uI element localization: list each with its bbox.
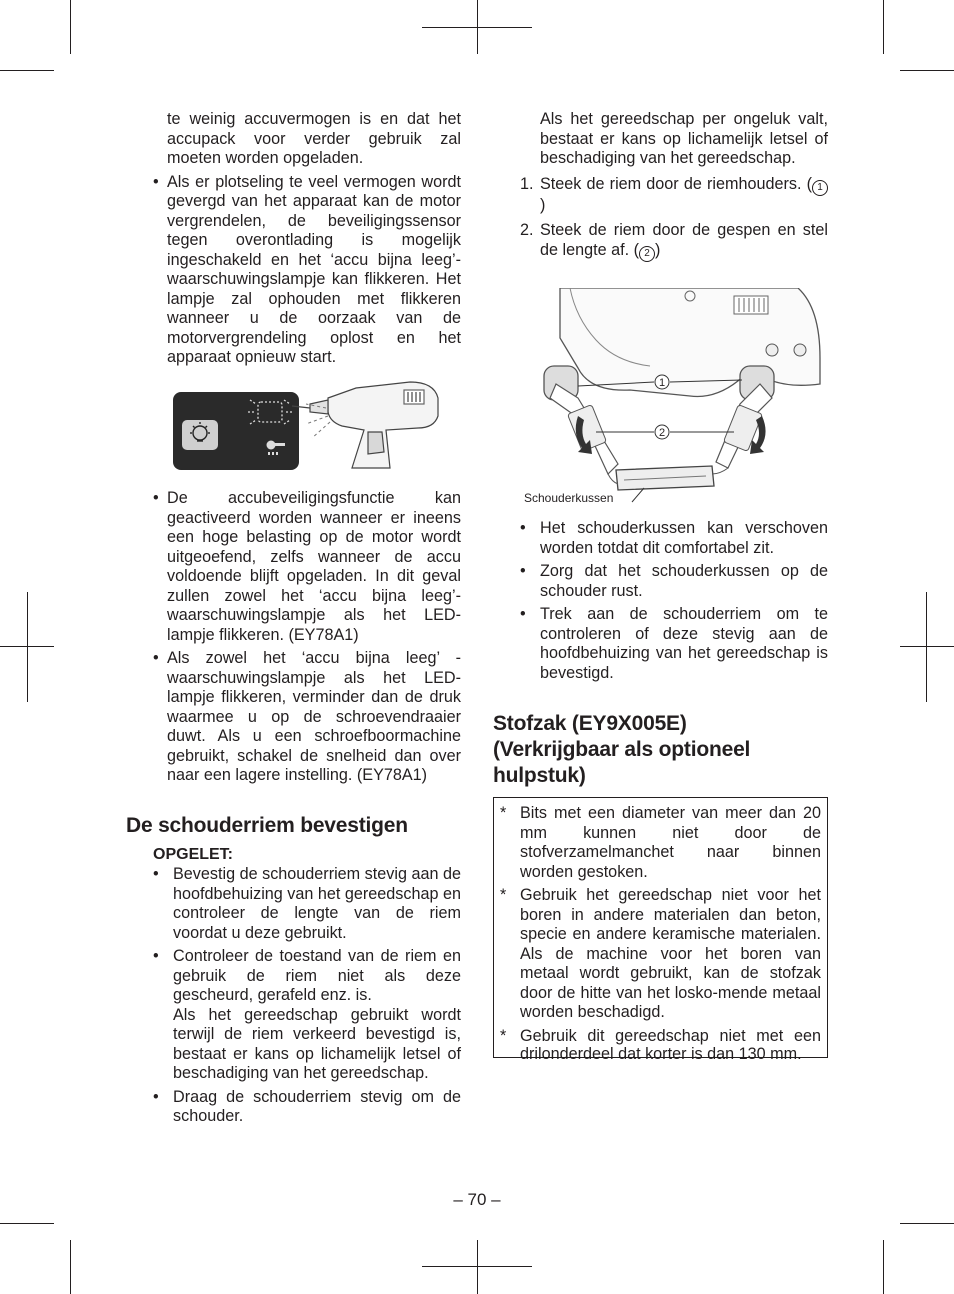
tool-body [560, 288, 820, 397]
section-heading-dust-bag [493, 711, 833, 789]
list-item-text: Als zowel het ‘accu bijna leeg’ -waarschuwingslampje als het LED-lampje flikkeren, verminder dan de druk waarmee u op de schroevendraaier duwt. Als u een schroefboormachine gebruikt, schakel de snelheid dan over naar een lagere instelling. (EY78A1) [167, 649, 461, 784]
pad-leader-line [632, 488, 644, 502]
step-item [514, 221, 828, 262]
bullet: • [520, 562, 526, 580]
step-number: 2. [520, 221, 534, 239]
crop-mark [926, 592, 927, 702]
caution-item-extra: Als het gereedschap gebruikt wordt terwijl de riem verkeerd bevestigd is, bestaat er kans op lichamelijk letsel of beschadiging van het gereedschap. [173, 1005, 461, 1082]
step-text: Steek de riem door de riemhouders. ( [540, 174, 812, 193]
caution-item [153, 1088, 461, 1127]
note-mark: * [500, 886, 507, 904]
bullet: • [153, 172, 159, 191]
section-heading-shoulder-strap: De schouderriem bevestigen [126, 814, 408, 837]
list-item-text: Als er plotseling te veel vermogen wordt gevergd van het apparaat kan de motor vergrendelen, de beveiligingssensor tegen overontlading is mogelijk ingeschakeld en het ‘accu bijna leeg’-waarschuwingslampje kan flikkeren. Het lampje zal ophouden met flikkeren wanneer u de oorzaak van de motorvergrendeling oplost en het apparaat opnieuw start. [167, 172, 461, 366]
bullet: • [153, 649, 159, 667]
note-text: Gebruik het gereedschap niet voor het boren in andere materialen dan beton, specie en andere keramische materialen. Als de machine voor het boren van metaal wordt gebruikt, kan de stofzak door de hitte van het losko-mende metaal worden beschadigd. [520, 886, 821, 1021]
note-item [500, 1027, 821, 1063]
heading-line: Stofzak (EY9X005E) [493, 712, 687, 735]
right-bullets [520, 519, 828, 687]
caution-section [153, 845, 461, 1131]
callout-1-label: 1 [658, 377, 666, 389]
note-text: Bits met een diameter van meer dan 20 mm kunnen niet door de stofverzamelmanchet naar binnen worden gestoken. [520, 804, 821, 881]
list-item [520, 519, 828, 558]
note-mark: * [500, 804, 507, 822]
bullet: • [153, 489, 159, 507]
list-item [520, 562, 828, 601]
crop-mark [477, 0, 478, 54]
step-text-end: ) [655, 240, 661, 259]
list-item-text: Zorg dat het schouderkussen op de schouder rust. [540, 562, 828, 600]
drill-icon [292, 382, 438, 468]
crop-mark [883, 0, 884, 54]
crop-mark [0, 70, 54, 71]
crop-mark [900, 70, 954, 71]
battery-indicator-figure [172, 376, 444, 472]
list-item-text: Het schouderkussen kan verschoven worden totdat dit comfortabel zit. [540, 519, 828, 557]
notes-box [493, 797, 828, 1063]
page-number: – 70 – [453, 1190, 501, 1209]
heading-line: hulpstuk) [493, 764, 586, 787]
list-item [153, 173, 461, 368]
bullet: • [153, 1087, 159, 1106]
step-number: 1. [520, 174, 534, 193]
crop-mark [27, 592, 28, 702]
list-item [153, 649, 461, 786]
shoulder-strap-figure [520, 288, 830, 510]
caution-label: OPGELET: [153, 846, 234, 863]
callout-ref: 2 [639, 246, 655, 262]
note-mark: * [500, 1026, 507, 1045]
caution-item-text: Controleer de toestand van de riem en gebruik de riem niet als deze gescheurd, gerafeld enz. is. [173, 947, 461, 1004]
paragraph: te weinig accuvermogen is en dat het accupack voor verder gebruik zal moeten worden opgeladen. [167, 110, 461, 167]
battery-warning-lamp [182, 420, 218, 450]
caution-item-text: Draag de schouderriem stevig om de schouder. [173, 1087, 461, 1125]
paragraph: Als het gereedschap per ongeluk valt, bestaat er kans op lichamelijk letsel of beschadiging van het gereedschap. [540, 110, 828, 167]
crop-mark [883, 1240, 884, 1294]
step-text-end: ) [540, 195, 546, 214]
crop-mark [0, 1223, 54, 1224]
bullet: • [520, 605, 526, 623]
note-text: Gebruik dit gereedschap niet met een drilonderdeel dat korter is dan 130 mm. [520, 1026, 821, 1063]
step-text: Steek de riem door de gespen en stel de lengte af. ( [540, 221, 828, 259]
note-item [500, 804, 821, 882]
bullet: • [153, 947, 159, 965]
callout-2-label: 2 [658, 427, 666, 439]
note-item [500, 886, 821, 1023]
list-item [520, 605, 828, 683]
caution-item [153, 947, 461, 1084]
bullet: • [520, 519, 526, 537]
left-bottom-text [153, 489, 461, 790]
pad-label: Schouderkussen [524, 491, 614, 505]
crop-mark [477, 1240, 478, 1294]
crop-mark [70, 1240, 71, 1294]
crop-mark [900, 646, 954, 647]
right-top-text [514, 110, 828, 268]
caution-item-text: Bevestig de schouderriem stevig aan de hoofdbehuizing van het gereedschap en controleer de lengte van de riem voordat u deze gebruikt. [173, 865, 462, 942]
left-top-text [153, 110, 461, 372]
bullet: • [153, 865, 159, 883]
crop-mark [900, 1223, 954, 1224]
list-item [153, 489, 461, 645]
heading-line: (Verkrijgbaar als optioneel [493, 738, 751, 761]
caution-item [153, 865, 461, 943]
callout-ref: 1 [812, 180, 828, 196]
crop-mark [70, 0, 71, 54]
list-item-text: Trek aan de schouderriem om te controleren of deze stevig aan de hoofdbehuizing van het gereedschap is bevestigd. [540, 605, 828, 682]
step-item [514, 175, 828, 216]
list-item-text: De accubeveiligingsfunctie kan geactiveerd worden wanneer er ineens een hoge belasting op de motor wordt uitgeoefend, zelfs wanneer de accu voldoende blijft opgeladen. In dit geval zullen zowel het ‘accu bijna leeg’-waarschuwingslampje als het LED-lampje flikkeren. (EY78A1) [167, 489, 461, 644]
